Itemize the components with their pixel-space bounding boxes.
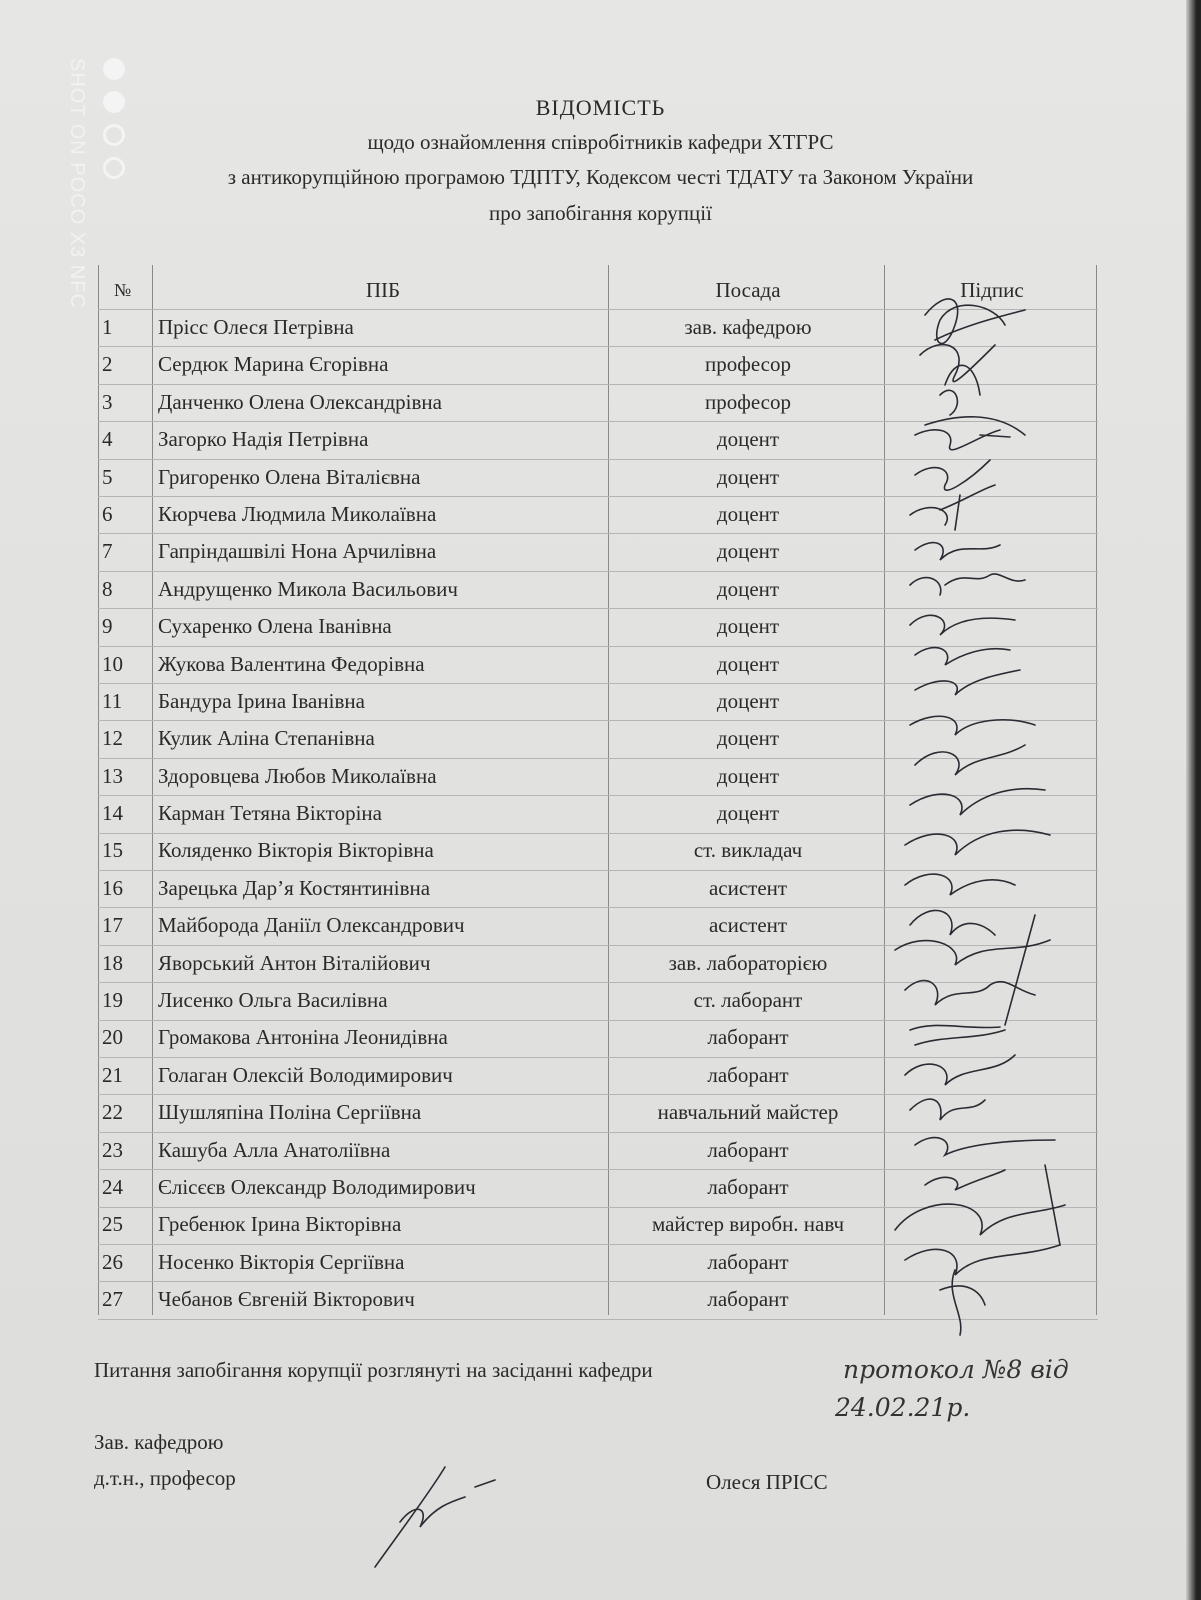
row-position: асистент [708,913,788,938]
table-row [98,795,1098,832]
table-row [98,1169,1098,1206]
staff-table [98,272,1098,1319]
camera-watermark: SHOT ON POCO X3 NFC [66,58,88,309]
row-position: майстер виробн. навч [651,1212,845,1237]
row-number: 24 [102,1174,123,1199]
row-name: Карман Тетяна Вікторіна [158,801,382,826]
row-number: 8 [102,576,113,601]
row-name: Прісс Олеся Петрівна [158,315,354,339]
row-name: Кашуба Алла Анатоліївна [158,1137,391,1162]
row-number: 6 [102,501,113,526]
row-number: 13 [102,763,123,788]
row-number: 20 [102,1025,123,1050]
row-number: 10 [102,651,123,676]
table-row [98,309,1098,346]
row-name: Лисенко Ольга Василівна [158,988,388,1013]
header-name: ПІБ [365,278,401,302]
row-position: ст. лаборант [693,988,803,1013]
row-number: 1 [102,315,113,339]
row-position: лаборант [707,1287,789,1312]
row-number: 4 [102,427,113,452]
row-number: 5 [102,464,113,489]
row-position: ст. викладач [693,838,803,863]
row-name: Сердюк Марина Єгорівна [158,352,389,377]
table-row [98,1057,1098,1094]
table-row [98,982,1098,1019]
table-row [98,1244,1098,1281]
row-position: лаборант [707,1249,789,1274]
row-name: Єлісєєв Олександр Володимирович [158,1174,476,1199]
table-row [98,1094,1098,1131]
row-position: доцент [716,501,780,526]
row-number: 14 [102,801,123,826]
signer-degree: д.т.н., професор [94,1466,236,1490]
row-name: Жукова Валентина Федорівна [158,651,425,676]
table-row [98,832,1098,869]
table-row [98,1206,1098,1243]
row-position: доцент [716,726,780,751]
row-number: 27 [102,1287,123,1312]
row-number: 18 [102,950,123,975]
row-number: 15 [102,838,123,863]
row-name: Громакова Антоніна Леонидівна [158,1025,448,1050]
row-number: 17 [102,913,123,938]
page-edge-shadow [1186,0,1201,1600]
table-row [98,646,1098,683]
row-number: 9 [102,614,113,639]
row-position: зав. кафедрою [684,315,812,339]
row-name: Зарецька Дар’я Костянтинівна [158,875,431,900]
table-header [98,272,1098,309]
header-signature: Підпис [960,278,1024,302]
row-name: Кулик Аліна Степанівна [158,726,375,751]
row-number: 3 [102,389,113,414]
row-name: Голаган Олексій Володимирович [158,1062,453,1087]
row-number: 19 [102,988,123,1013]
row-position: доцент [716,651,780,676]
row-name: Сухаренко Олена Іванівна [158,614,392,639]
handwritten-protocol: протокол №8 від [843,1355,1069,1384]
row-name: Здоровцева Любов Миколаївна [158,763,437,788]
table-row [98,758,1098,795]
table-row [98,608,1098,645]
row-position: доцент [716,763,780,788]
row-number: 16 [102,875,123,900]
row-number: 23 [102,1137,123,1162]
row-name: Андрущенко Микола Васильович [158,576,458,601]
signer-name: Олеся ПРІСС [706,1470,828,1494]
row-position: доцент [716,427,780,452]
row-name: Кюрчева Людмила Миколаївна [158,501,437,526]
table-row [98,907,1098,944]
signer-role: Зав. кафедрою [94,1430,224,1454]
row-name: Бандура Ірина Іванівна [158,688,365,713]
row-position: лаборант [707,1137,789,1162]
row-position: асистент [708,875,788,900]
row-number: 2 [102,352,113,377]
row-name: Гребенюк Ірина Вікторівна [158,1212,402,1237]
row-number: 25 [102,1212,123,1237]
table-row [98,533,1098,570]
table-row [98,496,1098,533]
row-name: Загорко Надія Петрівна [158,427,369,452]
row-name: Яворський Антон Віталійович [158,950,431,975]
table-row [98,1281,1098,1318]
header-num: № [114,280,132,300]
row-name: Григоренко Олена Віталієвна [158,464,421,489]
footer-note: Питання запобігання корупції розглянуті на засіданні кафедри [94,1358,653,1382]
row-number: 26 [102,1249,123,1274]
row-position: професор [704,352,791,377]
row-name: Носенко Вікторія Сергіївна [158,1249,405,1274]
document-subtitle-1: щодо ознайомлення співробітників кафедри ХТГРС [367,130,834,154]
table-row [98,720,1098,757]
document-title: ВІДОМІСТЬ [535,95,666,120]
row-position: доцент [716,614,780,639]
table-row [98,1019,1098,1056]
row-name: Майборода Даніїл Олександрович [158,913,465,938]
table-row [98,870,1098,907]
row-name: Шушляпіна Поліна Сергіївна [158,1100,422,1125]
row-number: 22 [102,1100,123,1125]
header-position: Посада [715,278,781,302]
row-position: доцент [716,464,780,489]
row-position: доцент [716,801,780,826]
table-row [98,1132,1098,1169]
row-name: Чебанов Євгеній Вікторович [158,1287,415,1312]
document-subtitle-2: з антикорупційною програмою ТДПТУ, Кодексом честі ТДАТУ та Законом України [227,165,974,189]
table-row [98,459,1098,496]
table-row-separator [98,1319,1098,1320]
table-row [98,384,1098,421]
row-number: 12 [102,726,123,751]
table-row [98,346,1098,383]
row-position: лаборант [707,1174,789,1199]
head-signature [360,1462,520,1572]
row-number: 7 [102,539,113,564]
row-position: зав. лабораторією [668,950,828,975]
row-name: Коляденко Вікторія Вікторівна [158,838,434,863]
row-number: 11 [102,688,123,713]
table-row [98,571,1098,608]
table-row [98,421,1098,458]
row-position: професор [704,389,791,414]
row-position: навчальний майстер [657,1100,839,1125]
row-position: доцент [716,688,780,713]
row-position: лаборант [707,1062,789,1087]
row-position: лаборант [707,1025,789,1050]
handwritten-date: 24.02.21р. [835,1393,971,1422]
row-position: доцент [716,576,780,601]
row-name: Данченко Олена Олександрівна [158,389,442,414]
table-row [98,945,1098,982]
row-position: доцент [716,539,780,564]
row-name: Гапріндашвілі Нона Арчилівна [158,539,437,564]
row-number: 21 [102,1062,123,1087]
document-subtitle-3: про запобігання корупції [489,201,712,225]
table-row [98,683,1098,720]
